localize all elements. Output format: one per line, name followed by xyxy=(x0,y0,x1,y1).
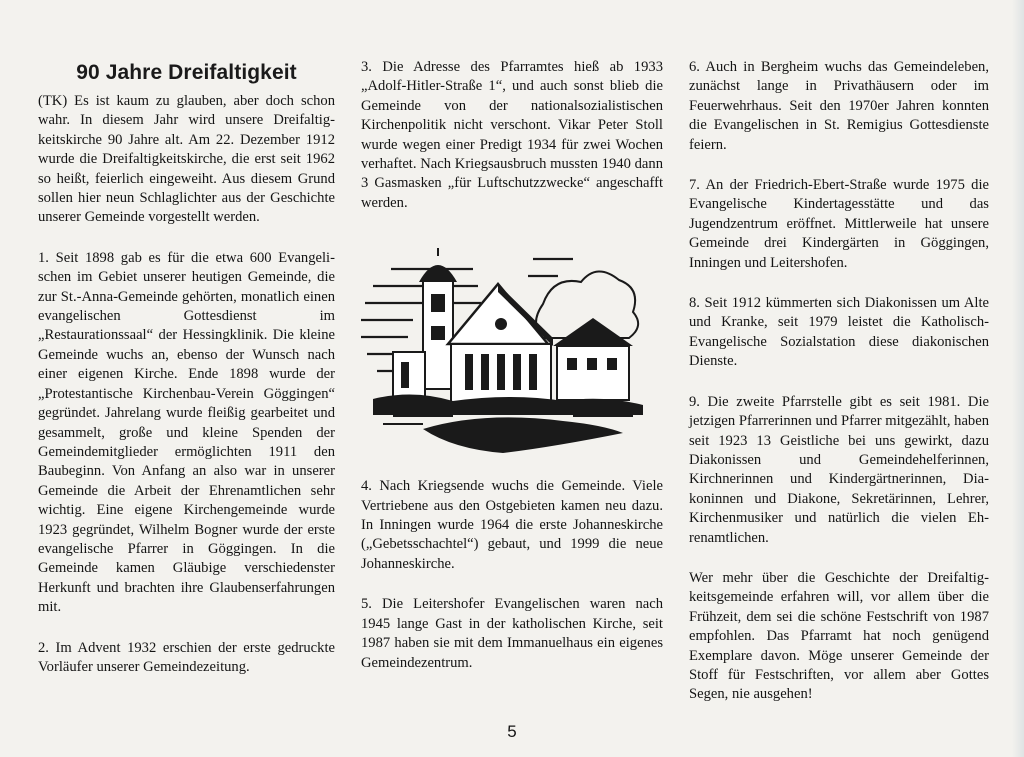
paragraph-1: 1. Seit 1898 gab es für die etwa 600 Evangelischen im Gebiet unserer heutigen Gemeinde, die zur St.-Anna-Gemeinde gehörten, monatlich einen evangelischen Gottesdienst im „Restaurationssaal“ der Hessingklinik. Die kleine Gemeinde wuchs an, ebenso der Wunsch nach einer eigenen Kirche. Ende 1898 wurde der „Protestantische Kirchenbau-Verein Göggingen“ gegründet. Jahrelang wurde fleißig gearbeitet und gesammelt, große und kleine Spenden der Gemeindemitglieder ermöglichten 1911 den Baubeginn. Von Anfang an also war in unserer Gemeinde die Arbeit der Ehrenamtlichen sehr wichtig. Eine eigene Kirchengemeinde wurde 1923 gegründet, Wilhelm Bogner wurde der erste evangelische Pfarrer in Göggingen. In die Gemeinde kamen Gläubige verschiedenster Herkunft und brachten ihre Glaubenserfahrungen mit. xyxy=(38,249,335,616)
paragraph-9: 9. Die zweite Pfarrstelle gibt es seit 1981. Die jetzigen Pfarrerinnen und Pfarrer mitgezählt, haben seit 1923 13 Geistliche bei uns gewirkt, dazu Diakonissen und Gemeindehelferinnen, Kirchnerinnen und Kindergärtnerinnen, Diakoninnen und Diakone, Sekretärinnen, Lehrer, Kirchenmusiker und natürlich die vielen Ehrenamtlichen. xyxy=(689,393,989,546)
column-2 xyxy=(361,58,663,694)
article-title: 90 Jahre Dreifaltigkeit xyxy=(76,61,297,84)
page-number: 5 xyxy=(507,722,517,741)
column-3 xyxy=(689,58,989,726)
paragraph-7: 7. An der Friedrich-Ebert-Straße wurde 1975 die Evangelische Kindertagesstätte und das Jugendzentrum eröffnet. Mittlerweile hat unsere Gemeinde drei Kindergärten in Göggingen, Inningen und Leitershofen. xyxy=(689,177,989,271)
scan-edge xyxy=(1012,0,1024,757)
church-illustration xyxy=(353,234,653,459)
closing-paragraph: Wer mehr über die Geschichte der Dreifaltigkeitsgemeinde erfahren will, vor allem über die Frühzeit, dem sei die schöne Festschrift von 1987 empfohlen. Das Pfarramt hat noch genügend Exemplare davon. Möge unserer Gemeinde der Stoff für Festschriften, vor allem aber Gottes Segen, nie ausgehen! xyxy=(689,569,989,703)
paragraph-4: 4. Nach Kriegsende wuchs die Gemeinde. Viele Vertriebene aus den Ostgebieten kamen neu dazu. In Inningen wurde 1964 die erste Johanneskirche („Gebetsschachtel“) gebaut, und 1999 die neue Johanneskirche. xyxy=(361,478,663,572)
column-1 xyxy=(38,58,335,698)
paragraph-3: 3. Die Adresse des Pfarramtes hieß ab 1933 „Adolf-Hitler-Straße 1“, und auch sonst blieb die Gemeinde von der nationalsozialistischen Kirchenpolitik nicht verschont. Vikar Peter Stoll wurde wegen einer Predigt 1934 für zwei Wochen verhaftet. Nach Kriegsausbruch mussten 1940 dann 3 Gasmasken „für Luftschutzzwecke“ angeschafft werden. xyxy=(361,59,663,211)
paragraph-8: 8. Seit 1912 kümmerten sich Diakonissen um Alte und Kranke, seit 1979 leistet die Katholisch-Evangelische Sozialstation diese diakonischen Dienste. xyxy=(689,295,989,370)
paragraph-6: 6. Auch in Bergheim wuchs das Gemeindeleben, zunächst lange in Privathäusern oder im Feuerwehrhaus. Seit den 1970er Jahren konnten die Evangelischen in St. Remigius Gottesdienste feiern. xyxy=(689,59,989,153)
intro-paragraph: (TK) Es ist kaum zu glauben, aber doch schon wahr. In diesem Jahr wird unsere Dreifaltigkeitskirche 90 Jahre alt. Am 22. Dezember 1912 wurde die Dreifaltigkeitskirche, die erst seit 1962 so heißt, feierlich eingeweiht. Aus diesem Grund sollen hier neun Schlaglichter aus der Geschichte unserer Gemeinde vorgestellt werden. xyxy=(38,93,335,226)
paragraph-5: 5. Die Leitershofer Evangelischen waren nach 1945 lange Gast in der katholischen Kirche, seit 1987 haben sie mit dem Immanuelhaus ein eigenes Gemeindezentrum. xyxy=(361,596,663,671)
paragraph-2: 2. Im Advent 1932 erschien der erste gedruckte Vorläufer unserer Gemeindezeitung. xyxy=(38,639,335,675)
